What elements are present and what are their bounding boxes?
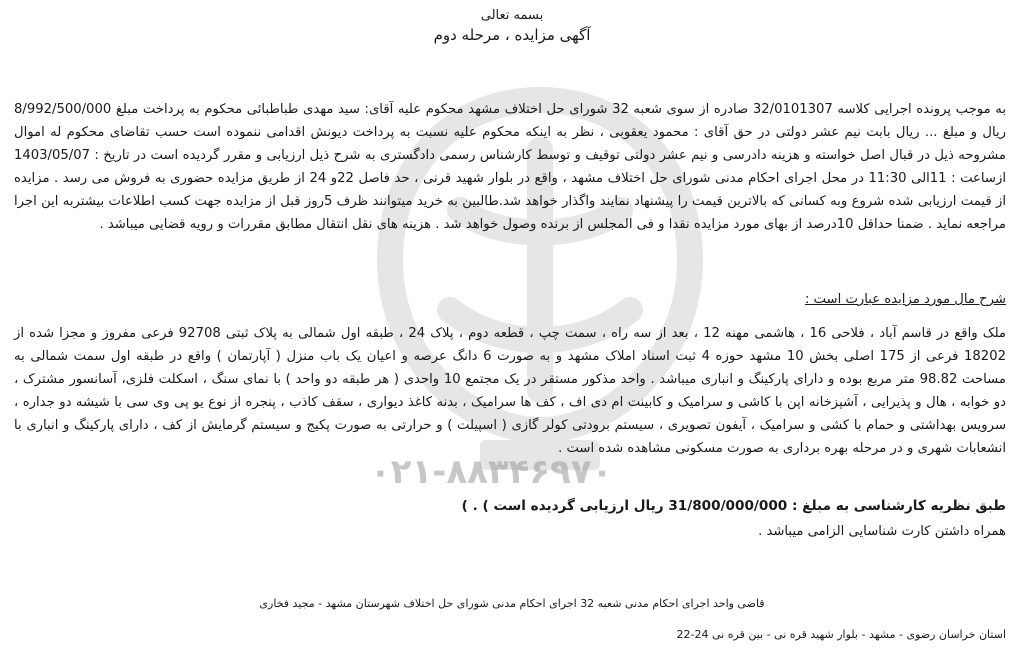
property-description: ملک واقع در قاسم آباد ، فلاحی 16 ، هاشمی مهنه 12 ، بعد از سه راه ، سمت چپ ، قطعه دوم ، پلاک 24 ، طبقه اول شمالی به پلاک ثبتی 92708 فرعی مفروز و مجزا شده از 18202 فرعی از 175 اصلی بخش 10 مشهد حوزه 4 ثبت اسناد املاک مشهد و به صورت 6 دانگ عرصه و اعیان یک باب منزل ( آپارتمان ) واقع در طبقه اول سمت شمالی به مساحت 98.82 متر مربع بوده و دارای پارکینگ و انباری میباشد . واحد مذکور مستقر در یک مجتمع 10 واحدی ( هر طبقه دو واحد ) با نمای سنگ ، اسکلت فلزی، آسانسور مشترک ، دو خوابه ، هال و پذیرایی ، آشپزخانه اپن با کاشی و سرامیک و کابینت ام دی اف ، کف ها سرامیک ، بدنه کاغذ دیواری ، سقف کاذب ، پنجره از نوع یو پی وی سی با شیشه دو جداره ، سرویس بهداشتی و حمام با کشی و سرامیک ، آیفون تصویری ، سیستم برودتی کولر گازی ( اسپیلت ) و حرارتی به صورت پکیج و سیستم گرمایش از کف ، دارای پارکینگ و انباری با انشعابات شهری و در مرحله بهره برداری به صورت مسکونی مشاهده شده است . — [14, 326, 1006, 456]
case-paragraph: به موجب پرونده اجرایی کلاسه 32/0101307 صادره از سوی شعبه 32 شورای حل اختلاف مشهد محکوم علیه آقای: سید مهدی طباطبائی محکوم به پرداخت مبلغ 8/992/500/000 ریال و مبلغ ... ریال بابت نیم عشر دولتی در حق آقای : محمود یعقوبی ، نظر به اینکه محکوم علیه نسبت به پرداخت دیونش اقدامی ننموده است حسب تقاضای محکوم له اموال مشروحه ذیل در قبال اصل خواسته و هزینه دادرسی و نیم عشر دولتی توقیف و توسط کارشناس رسمی دادگستری به شرح ذیل ارزیابی و مقرر گردیده است در تاریخ : 1403/05/07 ازساعت : 11الی 11:30 در محل اجرای احکام مدنی شورای حل اختلاف مشهد ، واقع در بلوار شهید قرنی ، حد فاصل 22و 24 از طریق مزایده حضوری به فروش می رسد . مزایده از قیمت ارزیابی شده شروع وبه کسانی که بالاترین قیمت را پیشنهاد نمایند واگذار خواهد شد.طالبین به خرید میتوانند ظرف 5روز قبل از مزایده جهت کسب اطلاعات بیشتربه این اجرا مراجعه نماید . ضمنا حداقل 10درصد از بهای مورد مزایده نقدا و فی المجلس از برنده وصول خواهد شد . هزینه های نقل انتقال مطابق مقررات و رویه قضایی میباشد . — [14, 102, 1007, 232]
footer-judge-signature: قاضی واحد اجرای احکام مدنی شعبه 32 اجرای احکام مدنی شورای حل اختلاف شهرستان مشهد - مجید فخاری — [259, 597, 765, 610]
id-requirement: همراه داشتن کارت شناسایی الزامی میباشد . — [758, 524, 1006, 539]
page-title: آگهی مزایده ، مرحله دوم — [433, 26, 591, 44]
watermark-phone: ۰۲۱-۸۸۳۴۶۹۷۰ — [370, 452, 613, 492]
footer-address: استان خراسان رضوی - مشهد - بلوار شهید قره نی - بین قره نی 24-22 — [676, 628, 1006, 641]
header-invocation: بسمه تعالی — [480, 8, 544, 23]
section-heading: شرح مال مورد مزایده عبارت است : — [804, 292, 1006, 307]
appraisal-statement: طبق نظریه کارشناسی به مبلغ : 31/800/000/000 ریال ارزیابی گردیده است ) . ) — [461, 498, 1006, 514]
